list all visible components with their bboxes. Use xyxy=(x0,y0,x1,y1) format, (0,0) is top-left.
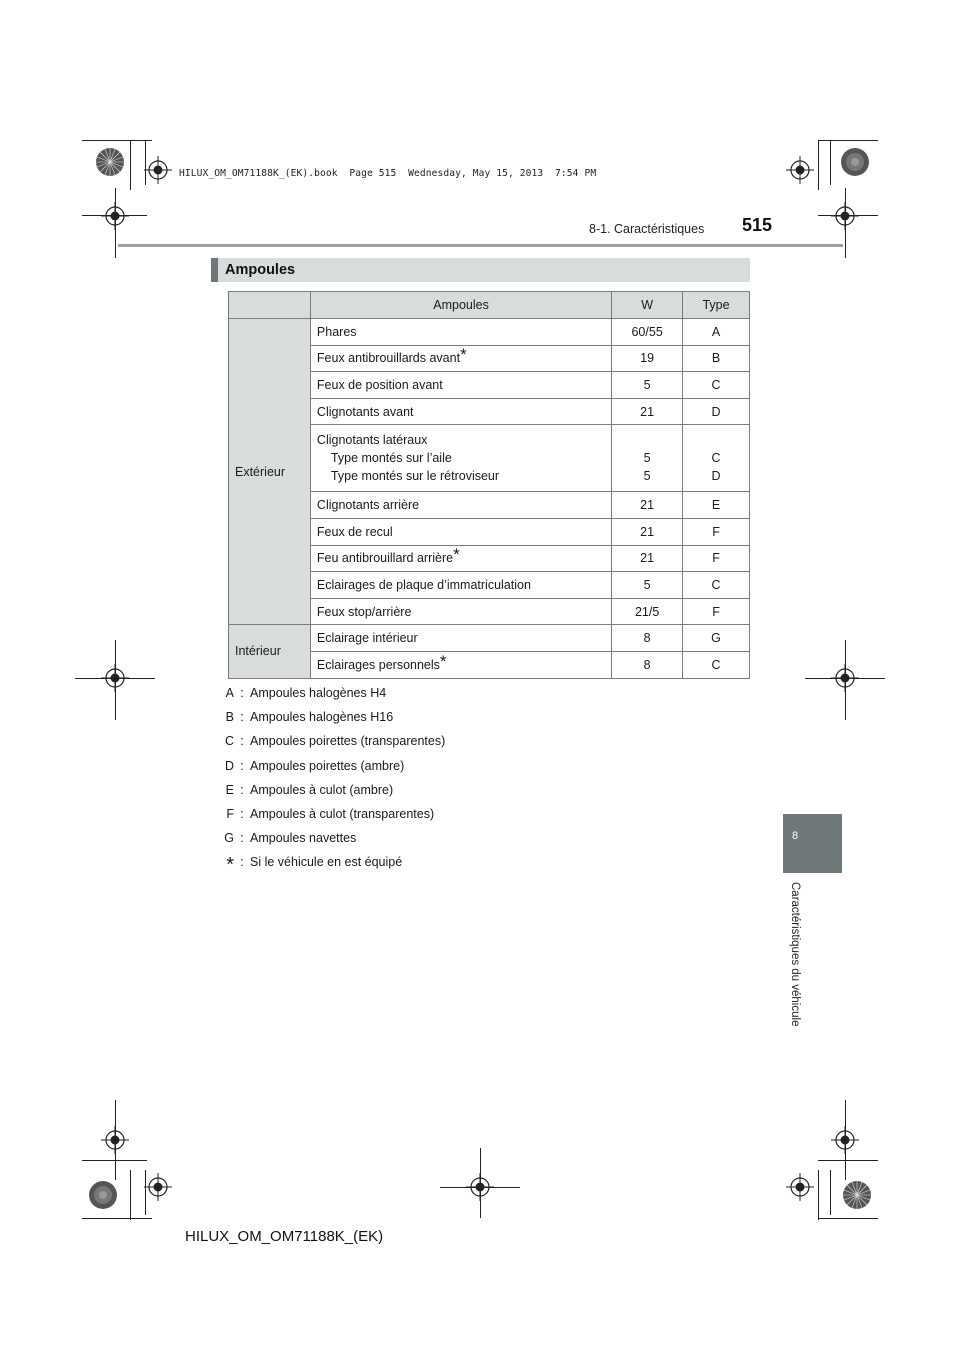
legend-key: F xyxy=(226,807,234,822)
group-exterior: Extérieur xyxy=(229,319,311,625)
section-title: Ampoules xyxy=(225,262,296,278)
legend-separator: : xyxy=(240,855,244,870)
bulb-type: A xyxy=(683,319,750,346)
legend-item xyxy=(214,705,445,729)
legend-item xyxy=(214,778,445,802)
bulb-watts: 5 xyxy=(612,372,683,399)
crosshair-target-icon xyxy=(101,1126,129,1154)
bulb-name: Eclairage intérieur xyxy=(310,625,611,652)
legend-item xyxy=(214,826,445,850)
bulb-type-cell xyxy=(683,425,750,492)
bulb-name: Phares xyxy=(310,319,611,346)
bulb-type: F xyxy=(683,598,750,625)
registration-rosette-icon xyxy=(95,147,125,177)
bulb-watts: 60/55 xyxy=(612,319,683,346)
legend-separator: : xyxy=(240,686,244,701)
bulb-type: D xyxy=(711,469,721,484)
bulb-name: Clignotants latéraux xyxy=(316,433,428,448)
manual-code: HILUX_OM_OM71188K_(EK) xyxy=(185,1228,384,1245)
bulb-type: F xyxy=(683,545,750,572)
legend-text: Ampoules à culot (ambre) xyxy=(250,782,394,797)
bulb-type: D xyxy=(683,398,750,425)
legend-separator: : xyxy=(240,782,244,797)
bulb-type: C xyxy=(711,451,721,466)
legend-text: Ampoules navettes xyxy=(250,831,357,846)
bulb-name-cell xyxy=(310,651,611,678)
crosshair-target-icon xyxy=(101,664,129,692)
crosshair-target-icon xyxy=(144,156,172,184)
section-title-accent xyxy=(211,258,218,282)
column-header-watts: W xyxy=(612,292,683,319)
bulb-name: Eclairages de plaque d’immatriculation xyxy=(310,572,611,599)
table-row xyxy=(229,625,750,652)
crosshair-target-icon xyxy=(466,1173,494,1201)
registration-rosette-icon xyxy=(840,147,870,177)
chapter-tab xyxy=(783,814,842,873)
legend-item xyxy=(214,681,445,705)
crosshair-target-icon xyxy=(831,664,859,692)
legend-text: Ampoules à culot (transparentes) xyxy=(250,807,435,822)
bulb-type: G xyxy=(683,625,750,652)
bulb-subtype: Type montés sur le rétroviseur xyxy=(330,469,500,484)
table-header-row xyxy=(229,292,750,319)
legend-item: * : Si le véhicule en est équipé xyxy=(226,854,403,877)
bulb-watts: 5 xyxy=(643,469,651,484)
column-header-bulbs: Ampoules xyxy=(310,292,611,319)
page-number: 515 xyxy=(742,215,773,235)
optional-asterisk: * xyxy=(460,345,467,365)
bulb-name: Feux de recul xyxy=(310,518,611,545)
table-row xyxy=(229,319,750,346)
registration-rosette-icon xyxy=(842,1180,872,1210)
bulb-watts: 21 xyxy=(612,518,683,545)
bulb-name-cell xyxy=(310,545,611,572)
bulb-type: E xyxy=(683,492,750,519)
legend-key: G xyxy=(224,831,234,846)
table-header-empty xyxy=(229,292,311,319)
crosshair-target-icon xyxy=(831,1126,859,1154)
legend-text: Ampoules poirettes (transparentes) xyxy=(250,734,446,749)
group-interior: Intérieur xyxy=(229,625,311,678)
bulb-type: F xyxy=(683,518,750,545)
bulb-watts-cell xyxy=(612,425,683,492)
bulb-watts: 19 xyxy=(612,345,683,372)
legend-text: Ampoules halogènes H4 xyxy=(250,686,387,701)
bulb-name: Clignotants arrière xyxy=(310,492,611,519)
optional-asterisk: * xyxy=(453,545,460,565)
legend-key: D xyxy=(224,758,234,773)
legend-key: A xyxy=(225,686,234,701)
legend-key: C xyxy=(224,734,234,749)
bulb-name: Feux antibrouillards avant xyxy=(316,351,461,366)
optional-asterisk: * xyxy=(439,651,447,671)
bulb-type-legend xyxy=(214,681,445,875)
legend-separator: : xyxy=(240,758,244,773)
crosshair-target-icon xyxy=(786,156,814,184)
bulb-name-cell xyxy=(310,345,611,372)
legend-text: Ampoules poirettes (ambre) xyxy=(250,758,405,773)
legend-separator: : xyxy=(240,831,244,846)
crosshair-target-icon xyxy=(786,1173,814,1201)
crosshair-target-icon xyxy=(831,202,859,230)
bulb-watts: 5 xyxy=(612,572,683,599)
column-header-type: Type xyxy=(683,292,750,319)
bulb-watts: 8 xyxy=(612,651,683,678)
bulbs-table xyxy=(228,291,750,679)
section-label: 8-1. Caractéristiques xyxy=(589,222,705,236)
crosshair-target-icon xyxy=(144,1173,172,1201)
bulb-name: Feu antibrouillard arrière xyxy=(316,551,454,566)
crosshair-target-icon xyxy=(101,202,129,230)
legend-item xyxy=(214,802,445,826)
registration-rosette-icon xyxy=(88,1180,118,1210)
bulb-watts: 21 xyxy=(612,398,683,425)
bulb-type: B xyxy=(683,345,750,372)
bulb-type: C xyxy=(683,651,750,678)
bulb-watts: 21/5 xyxy=(612,598,683,625)
legend-text: Ampoules halogènes H16 xyxy=(250,710,394,725)
bulb-type: C xyxy=(683,372,750,399)
bulb-watts: 5 xyxy=(643,451,651,466)
bulb-name: Feux de position avant xyxy=(310,372,611,399)
legend-key: B xyxy=(225,710,234,725)
bulb-name-cell xyxy=(310,425,611,492)
legend-separator: : xyxy=(240,710,244,725)
bulb-name: Feux stop/arrière xyxy=(310,598,611,625)
bulb-watts: 8 xyxy=(612,625,683,652)
chapter-label: Caractéristiques du véhicule xyxy=(789,882,801,1027)
bulb-name: Eclairages personnels xyxy=(316,657,440,672)
legend-key: E xyxy=(225,782,234,797)
legend-separator: : xyxy=(240,807,244,822)
chapter-number: 8 xyxy=(791,830,799,842)
bulb-watts: 21 xyxy=(612,492,683,519)
legend-text: Si le véhicule en est équipé xyxy=(250,855,403,870)
bulb-name: Clignotants avant xyxy=(310,398,611,425)
book-info-line: HILUX_OM_OM71188K_(EK).book Page 515 Wednesday, May 15, 2013 7:54 PM xyxy=(179,168,597,179)
header-rule xyxy=(118,244,843,247)
bulb-watts: 21 xyxy=(612,545,683,572)
legend-item xyxy=(214,729,445,753)
bulb-subtype: Type montés sur l’aile xyxy=(330,451,452,466)
bulb-type: C xyxy=(683,572,750,599)
legend-item xyxy=(214,754,445,778)
legend-separator: : xyxy=(240,734,244,749)
